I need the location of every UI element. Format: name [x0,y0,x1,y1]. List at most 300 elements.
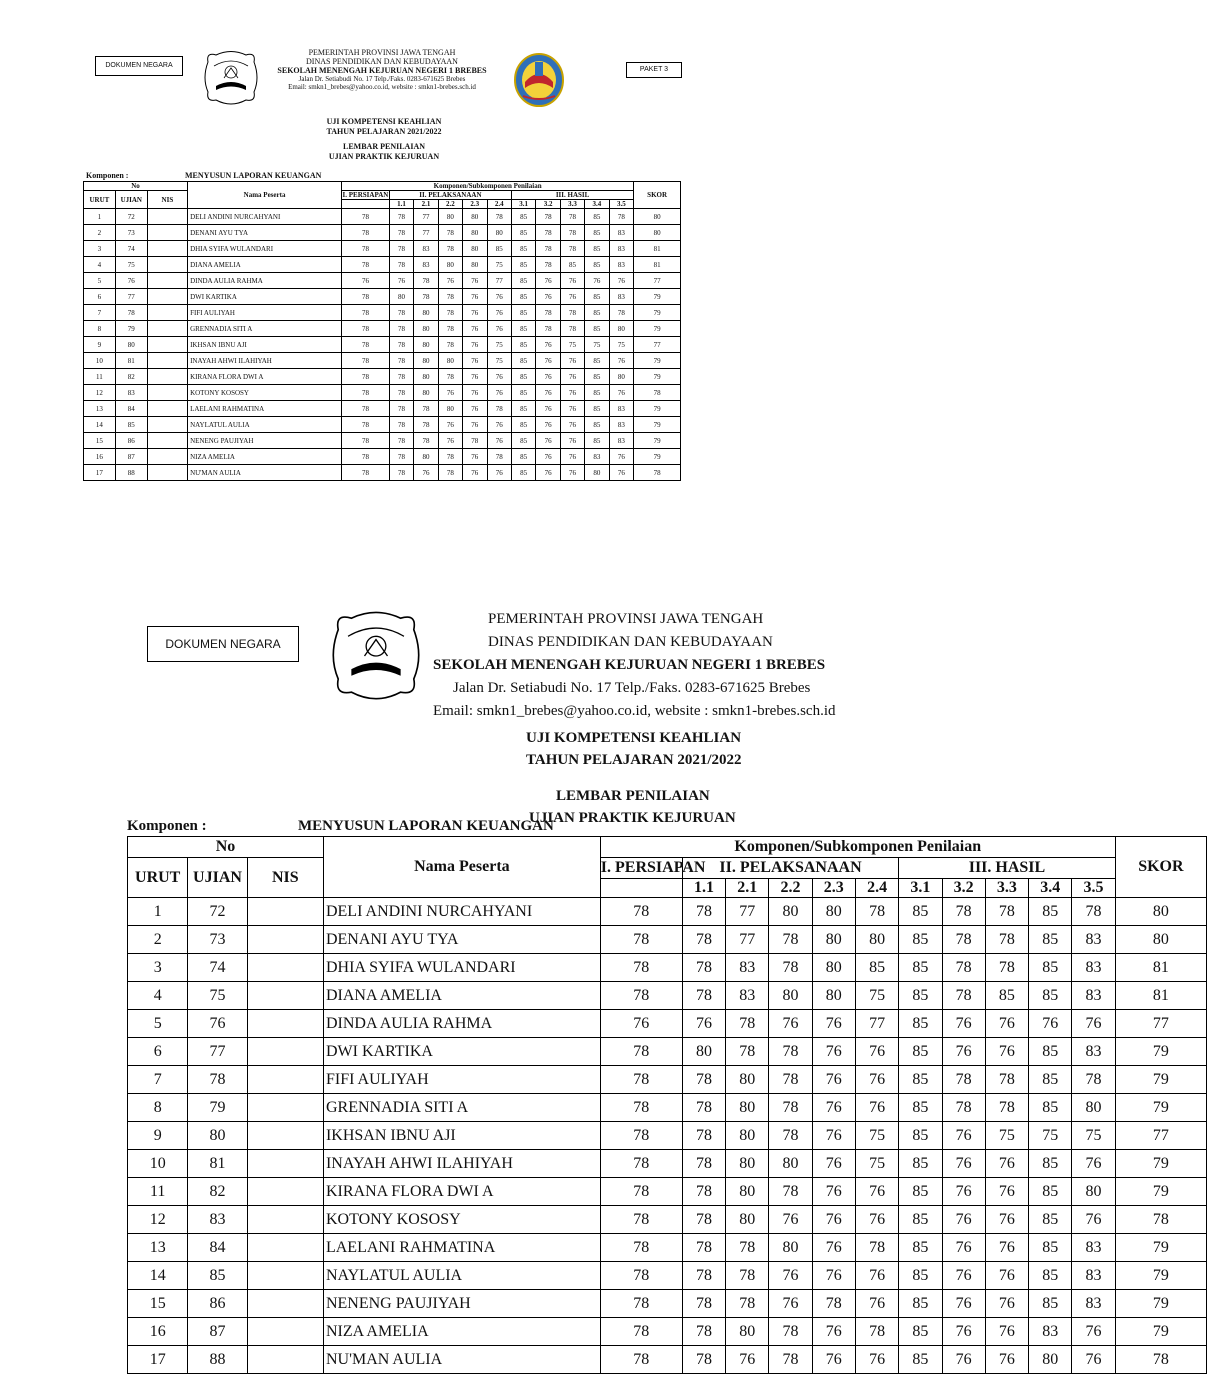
cell-sub-score: 76 [812,1346,855,1374]
col-header-sub: 2.1 [726,879,769,898]
cell-nis [247,1234,323,1262]
table-row [128,1150,1207,1178]
cell-sub-score: 80 [769,1234,812,1262]
cell-nama: KOTONY KOSOSY [188,385,342,401]
cell-sub-score: 76 [812,1150,855,1178]
cell-nama: DINDA AULIA RAHMA [188,273,342,289]
cell-sub-score: 83 [1072,926,1115,954]
cell-urut: 6 [128,1038,188,1066]
table-row [84,449,681,465]
cell-sub-score: 78 [682,982,725,1010]
cell-sub-score: 78 [536,257,560,273]
cell-sub-score: 78 [682,1234,725,1262]
cell-urut: 2 [128,926,188,954]
cell-sub-score: 78 [609,209,634,225]
table-row [84,337,681,353]
cell-sub-score: 85 [1029,1094,1072,1122]
col-header-sub: 2.2 [769,879,812,898]
cell-sub-score: 78 [414,417,438,433]
cell-sub-score: 83 [609,241,634,257]
cell-ujian: 72 [115,209,147,225]
cell-sub-score: 78 [812,1290,855,1318]
cell-sub-score: 85 [899,1318,942,1346]
cell-sub-score: 78 [389,353,413,369]
col-header-nis: NIS [147,191,187,209]
cell-sub-score: 78 [560,225,584,241]
cell-nama: DHIA SYIFA WULANDARI [323,954,600,982]
cell-sub-score: 85 [1029,1150,1072,1178]
cell-sub-score: 76 [609,385,634,401]
cell-sub-score: 78 [985,1094,1028,1122]
cell-sub-score: 75 [487,257,511,273]
cell-ujian: 83 [115,385,147,401]
cell-nis [147,369,187,385]
assessment-table-large [127,836,1207,1374]
cell-sub-score: 80 [726,1178,769,1206]
cell-nis [147,209,187,225]
col-header-skor: SKOR [1115,837,1206,898]
cell-urut: 7 [128,1066,188,1094]
cell-sub-score: 78 [487,401,511,417]
cell-skor: 79 [1115,1318,1206,1346]
cell-sub-score: 76 [463,369,487,385]
cell-sub-score: 75 [1072,1122,1115,1150]
col-header-nama: Nama Peserta [323,837,600,898]
cell-urut: 4 [128,982,188,1010]
cell-sub-score: 85 [560,257,584,273]
cell-sub-score: 85 [899,1290,942,1318]
cell-sub-score: 76 [942,1122,985,1150]
cell-skor: 80 [1115,926,1206,954]
cell-sub-score: 76 [769,1290,812,1318]
cell-skor: 79 [634,305,681,321]
cell-skor: 78 [1115,1206,1206,1234]
cell-sub-score: 76 [536,401,560,417]
cell-sub-score: 85 [899,898,942,926]
cell-urut: 16 [128,1318,188,1346]
paket-label: PAKET 3 [626,62,682,78]
cell-skor: 81 [634,257,681,273]
cell-sub-score: 76 [812,1066,855,1094]
cell-sub-score: 78 [726,1262,769,1290]
cell-ujian: 82 [115,369,147,385]
cell-nama: FIFI AULIYAH [323,1066,600,1094]
cell-sub-score: 80 [463,209,487,225]
cell-sub-score: 76 [536,353,560,369]
cell-sub-score: 85 [585,305,609,321]
jawa-tengah-emblem [513,52,565,108]
table-row [128,1318,1207,1346]
cell-sub-score: 78 [389,385,413,401]
cell-urut: 9 [84,337,116,353]
cell-sub-score: 76 [463,449,487,465]
cell-sub-score: 76 [942,1178,985,1206]
komponen-label: Komponen : [86,171,129,180]
assessment-table [83,181,681,481]
cell-ujian: 82 [188,1178,247,1206]
cell-sub-score: 85 [1029,1290,1072,1318]
cell-sub-score: 85 [985,982,1028,1010]
col-header-sub: 3.5 [1072,879,1115,898]
cell-sub-score: 76 [438,273,462,289]
cell-persiapan: 78 [600,1262,682,1290]
table-row [128,1234,1207,1262]
cell-sub-score: 78 [389,433,413,449]
cell-sub-score: 85 [511,273,535,289]
table-row [84,241,681,257]
cell-sub-score: 76 [463,385,487,401]
cell-sub-score: 76 [487,321,511,337]
table-row [84,305,681,321]
cell-nis [247,926,323,954]
cell-skor: 80 [634,225,681,241]
col-header-hasil: III. HASIL [511,191,633,200]
col-header-sub: 3.2 [536,200,560,209]
cell-sub-score: 76 [463,417,487,433]
cell-sub-score: 78 [560,241,584,257]
cell-nis [247,1122,323,1150]
cell-nama: NU'MAN AULIA [323,1346,600,1374]
cell-sub-score: 78 [389,225,413,241]
cell-sub-score: 85 [511,465,535,481]
cell-nama: LAELANI RAHMATINA [323,1234,600,1262]
cell-sub-score: 83 [1072,1290,1115,1318]
cell-sub-score: 75 [1029,1122,1072,1150]
cell-sub-score: 76 [726,1346,769,1374]
cell-nis [247,1346,323,1374]
tut-wuri-handayani-logo-large [328,610,424,702]
cell-urut: 17 [84,465,116,481]
cell-ujian: 72 [188,898,247,926]
cell-skor: 79 [1115,1262,1206,1290]
cell-persiapan: 78 [600,898,682,926]
cell-skor: 79 [1115,1178,1206,1206]
cell-sub-score: 78 [769,1346,812,1374]
cell-persiapan: 78 [600,1178,682,1206]
cell-ujian: 81 [115,353,147,369]
cell-nama: KIRANA FLORA DWI A [323,1178,600,1206]
title-line-4-large: UJIAN PRAKTIK KEJURUAN [529,810,736,826]
cell-sub-score: 83 [609,433,634,449]
cell-sub-score: 76 [942,1290,985,1318]
cell-sub-score: 78 [942,1094,985,1122]
cell-sub-score: 76 [487,305,511,321]
cell-sub-score: 76 [769,1206,812,1234]
cell-ujian: 80 [115,337,147,353]
cell-sub-score: 76 [942,1150,985,1178]
cell-sub-score: 75 [609,337,634,353]
cell-sub-score: 76 [560,401,584,417]
cell-sub-score: 76 [487,369,511,385]
cell-sub-score: 78 [389,465,413,481]
cell-persiapan: 76 [342,273,390,289]
cell-nama: NIZA AMELIA [323,1318,600,1346]
cell-sub-score: 75 [855,1150,898,1178]
cell-sub-score: 76 [985,1178,1028,1206]
col-header-persiapan-blank [600,879,682,898]
table-row [128,1262,1207,1290]
cell-nis [147,257,187,273]
cell-nama: KIRANA FLORA DWI A [188,369,342,385]
cell-sub-score: 78 [560,321,584,337]
cell-sub-score: 78 [389,305,413,321]
cell-sub-score: 85 [1029,1038,1072,1066]
cell-sub-score: 80 [812,982,855,1010]
cell-sub-score: 76 [536,417,560,433]
cell-sub-score: 76 [1072,1206,1115,1234]
cell-sub-score: 80 [414,353,438,369]
cell-urut: 5 [84,273,116,289]
cell-sub-score: 76 [812,1122,855,1150]
cell-sub-score: 76 [1072,1346,1115,1374]
cell-sub-score: 76 [812,1010,855,1038]
cell-sub-score: 80 [438,209,462,225]
cell-skor: 79 [1115,1038,1206,1066]
cell-skor: 79 [1115,1150,1206,1178]
cell-nama: DENANI AYU TYA [188,225,342,241]
col-header-komponen: Komponen/Subkomponen Penilaian [342,182,634,191]
cell-sub-score: 78 [769,1318,812,1346]
cell-nis [147,289,187,305]
header-line-3-large: SEKOLAH MENENGAH KEJURUAN NEGERI 1 BREBES [433,657,826,673]
cell-sub-score: 85 [899,926,942,954]
cell-urut: 7 [84,305,116,321]
cell-nis [247,1066,323,1094]
cell-urut: 2 [84,225,116,241]
cell-sub-score: 76 [812,1206,855,1234]
cell-sub-score: 78 [389,417,413,433]
cell-sub-score: 76 [536,369,560,385]
cell-sub-score: 76 [985,1234,1028,1262]
cell-sub-score: 78 [682,1262,725,1290]
cell-sub-score: 78 [855,898,898,926]
cell-nis [147,305,187,321]
cell-nama: NENENG PAUJIYAH [323,1290,600,1318]
cell-skor: 79 [634,321,681,337]
cell-sub-score: 76 [560,433,584,449]
cell-nis [147,401,187,417]
cell-sub-score: 85 [899,1122,942,1150]
cell-sub-score: 76 [487,417,511,433]
cell-sub-score: 76 [985,1346,1028,1374]
cell-sub-score: 76 [812,1234,855,1262]
school-header [262,49,502,92]
cell-ujian: 86 [188,1290,247,1318]
cell-sub-score: 85 [585,209,609,225]
cell-skor: 78 [634,465,681,481]
cell-sub-score: 78 [438,321,462,337]
cell-persiapan: 78 [342,417,390,433]
col-header-sub: 1.1 [682,879,725,898]
cell-sub-score: 78 [769,1178,812,1206]
cell-sub-score: 80 [487,225,511,241]
cell-nis [247,1318,323,1346]
cell-sub-score: 85 [855,954,898,982]
col-header-no: No [84,182,188,191]
cell-sub-score: 85 [1029,1178,1072,1206]
cell-ujian: 76 [188,1010,247,1038]
cell-sub-score: 76 [855,1206,898,1234]
cell-sub-score: 78 [942,954,985,982]
cell-sub-score: 76 [536,385,560,401]
header-line-4: Jalan Dr. Setiabudi No. 17 Telp./Faks. 0283-671625 Brebes [298,74,466,83]
cell-sub-score: 75 [855,982,898,1010]
col-header-persiapan: I. PERSIAPAN [342,191,389,199]
cell-nama: INAYAH AHWI ILAHIYAH [323,1150,600,1178]
exam-title-large [526,727,742,829]
col-header-pelaksanaan: II. PELAKSANAAN [682,858,898,879]
table-row [128,1206,1207,1234]
cell-urut: 16 [84,449,116,465]
title-line-1-large: UJI KOMPETENSI KEAHLIAN [526,730,742,746]
cell-sub-score: 76 [1072,1010,1115,1038]
cell-persiapan: 78 [600,1122,682,1150]
cell-sub-score: 76 [1029,1010,1072,1038]
cell-sub-score: 76 [855,1066,898,1094]
cell-sub-score: 80 [726,1206,769,1234]
table-row [84,257,681,273]
cell-sub-score: 80 [609,369,634,385]
cell-sub-score: 85 [511,305,535,321]
cell-sub-score: 80 [726,1094,769,1122]
cell-sub-score: 76 [560,385,584,401]
cell-sub-score: 83 [609,401,634,417]
cell-sub-score: 80 [414,321,438,337]
cell-nama: GRENNADIA SITI A [323,1094,600,1122]
cell-persiapan: 78 [600,1234,682,1262]
cell-sub-score: 76 [609,449,634,465]
cell-sub-score: 80 [438,353,462,369]
cell-nama: IKHSAN IBNU AJI [188,337,342,353]
cell-sub-score: 85 [511,241,535,257]
cell-skor: 79 [634,369,681,385]
cell-sub-score: 78 [769,954,812,982]
table-row [128,1010,1207,1038]
cell-persiapan: 78 [342,449,390,465]
cell-sub-score: 76 [560,417,584,433]
cell-sub-score: 78 [438,305,462,321]
header-line-2: DINAS PENDIDIKAN DAN KEBUDAYAAN [306,56,458,66]
table-row [84,353,681,369]
cell-persiapan: 78 [342,241,390,257]
cell-sub-score: 78 [487,209,511,225]
cell-skor: 77 [1115,1010,1206,1038]
cell-sub-score: 78 [389,401,413,417]
cell-nama: DWI KARTIKA [323,1038,600,1066]
header-line-3: SEKOLAH MENENGAH KEJURUAN NEGERI 1 BREBES [277,65,487,75]
cell-ujian: 84 [115,401,147,417]
title-line-3-large: LEMBAR PENILAIAN [556,788,710,804]
cell-sub-score: 78 [414,433,438,449]
cell-nama: DIANA AMELIA [188,257,342,273]
cell-sub-score: 80 [726,1066,769,1094]
cell-sub-score: 76 [414,465,438,481]
zoomed-page [0,590,1184,1368]
cell-sub-score: 85 [899,1150,942,1178]
table-row [128,1038,1207,1066]
cell-ujian: 87 [115,449,147,465]
cell-sub-score: 76 [942,1346,985,1374]
cell-sub-score: 80 [463,241,487,257]
cell-nis [247,1038,323,1066]
cell-sub-score: 78 [682,1346,725,1374]
cell-sub-score: 76 [536,289,560,305]
cell-sub-score: 80 [438,401,462,417]
cell-nis [247,1150,323,1178]
cell-ujian: 77 [115,289,147,305]
cell-nis [247,954,323,982]
cell-sub-score: 78 [682,1122,725,1150]
table-row [84,321,681,337]
cell-skor: 78 [1115,1346,1206,1374]
cell-nama: DWI KARTIKA [188,289,342,305]
cell-ujian: 85 [115,417,147,433]
cell-skor: 81 [1115,982,1206,1010]
cell-sub-score: 76 [609,273,634,289]
cell-persiapan: 78 [342,305,390,321]
cell-sub-score: 83 [414,257,438,273]
cell-sub-score: 83 [414,241,438,257]
cell-sub-score: 80 [769,1150,812,1178]
cell-sub-score: 77 [414,209,438,225]
table-row [84,225,681,241]
cell-sub-score: 85 [511,209,535,225]
cell-urut: 8 [84,321,116,337]
cell-sub-score: 85 [1029,926,1072,954]
cell-sub-score: 85 [899,1178,942,1206]
col-header-nis: NIS [247,858,323,898]
cell-nama: NENENG PAUJIYAH [188,433,342,449]
cell-sub-score: 78 [726,1234,769,1262]
title-line-3: LEMBAR PENILAIAN [342,142,425,152]
header-line-5: Email: smkn1_brebes@yahoo.co.id, website : smkn1-brebes.sch.id [288,82,476,91]
cell-sub-score: 76 [463,401,487,417]
cell-sub-score: 78 [682,1206,725,1234]
cell-urut: 13 [128,1234,188,1262]
school-header-large [433,608,836,723]
cell-sub-score: 76 [463,273,487,289]
cell-ujian: 88 [115,465,147,481]
cell-sub-score: 77 [855,1010,898,1038]
cell-sub-score: 76 [812,1262,855,1290]
cell-skor: 79 [1115,1290,1206,1318]
cell-nama: GRENNADIA SITI A [188,321,342,337]
col-header-urut: URUT [84,191,116,209]
col-header-sub: 3.1 [899,879,942,898]
cell-sub-score: 78 [536,305,560,321]
cell-sub-score: 76 [487,385,511,401]
cell-sub-score: 78 [682,1318,725,1346]
cell-sub-score: 78 [414,289,438,305]
cell-sub-score: 78 [560,305,584,321]
cell-ujian: 79 [188,1094,247,1122]
cell-sub-score: 78 [487,449,511,465]
cell-sub-score: 80 [769,982,812,1010]
cell-sub-score: 85 [585,289,609,305]
cell-sub-score: 78 [726,1010,769,1038]
cell-nama: NAYLATUL AULIA [323,1262,600,1290]
cell-sub-score: 80 [414,449,438,465]
cell-sub-score: 78 [609,305,634,321]
cell-sub-score: 78 [438,465,462,481]
cell-skor: 79 [634,401,681,417]
cell-persiapan: 78 [342,209,390,225]
tut-wuri-handayani-logo [202,50,260,106]
cell-skor: 80 [634,209,681,225]
cell-ujian: 75 [115,257,147,273]
cell-urut: 1 [128,898,188,926]
col-header-sub: 3.3 [560,200,584,209]
